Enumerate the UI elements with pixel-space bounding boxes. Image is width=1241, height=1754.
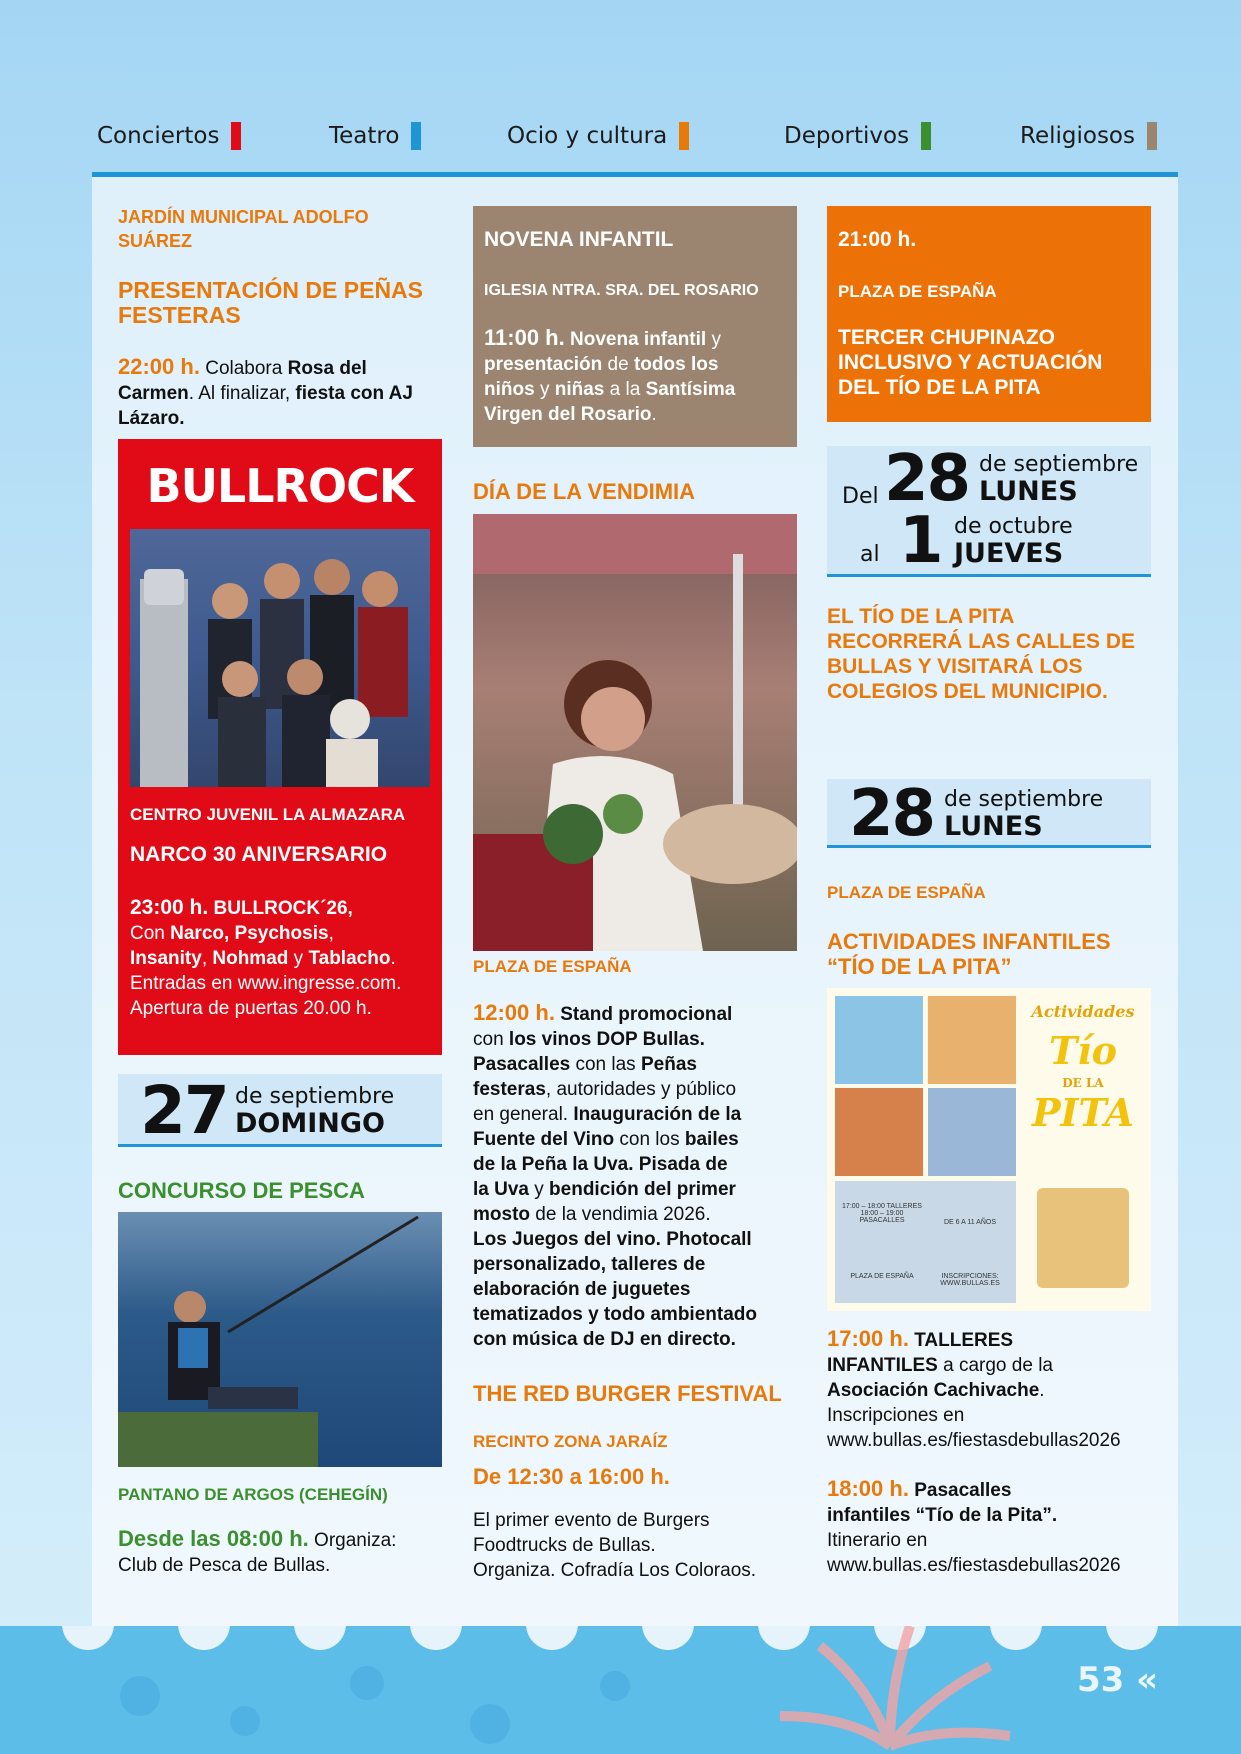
text: tematizados y todo ambientado — [473, 1304, 757, 1325]
text: de la vendimia 2026. — [530, 1204, 711, 1225]
event-desc-pesca — [118, 1526, 442, 1578]
text: y — [534, 379, 555, 400]
event-time-burger: De 12:30 a 16:00 h. — [473, 1464, 670, 1489]
text: Insanity — [130, 948, 202, 969]
text: todos los — [633, 354, 719, 375]
scallop — [642, 1626, 694, 1650]
poster-place: PLAZA DE ESPAÑA — [850, 1273, 914, 1280]
event-desc-talleres — [827, 1326, 1151, 1453]
venue-plaza-espana: PLAZA DE ESPAÑA — [827, 883, 986, 902]
text: Tablacho — [308, 948, 391, 969]
venue-almazara: CENTRO JUVENIL LA ALMAZARA — [130, 805, 406, 824]
text: con música de DJ en directo. — [473, 1329, 736, 1350]
event-desc-novena — [484, 325, 794, 427]
text: elaboración de juguetes — [473, 1279, 691, 1300]
range-al: al — [860, 542, 880, 567]
decor-sunburst — [760, 1626, 1020, 1754]
range-start-number: 28 — [884, 442, 970, 516]
decor-dot — [350, 1666, 384, 1700]
scallop — [526, 1626, 578, 1650]
text: Colabora — [199, 358, 288, 379]
decor-dot — [600, 1671, 630, 1701]
poster-inscriptions: INSCRIPCIONES: WWW.BULLAS.ES — [940, 1273, 1000, 1287]
event-desc-penas — [118, 354, 442, 431]
poster-ages: DE 6 A 11 AÑOS — [943, 1219, 996, 1226]
venue-jardin: JARDÍN MUNICIPAL ADOLFO SUÁREZ — [118, 207, 369, 251]
text: y — [706, 329, 721, 350]
text: en general. — [473, 1104, 574, 1125]
text: personalizado, talleres de — [473, 1254, 706, 1275]
page-number: 53 « — [1077, 1660, 1159, 1700]
event-title-novena: NOVENA INFANTIL — [484, 228, 674, 251]
date-weekday: LUNES — [944, 811, 1043, 842]
text: y — [288, 948, 309, 969]
text: a la — [604, 379, 646, 400]
vendimia-photo-illustration — [473, 514, 797, 951]
text: Organiza: — [308, 1530, 397, 1551]
event-time: 12:00 h. — [473, 1000, 555, 1025]
text: . — [651, 404, 657, 425]
event-desc-burger — [473, 1508, 797, 1583]
text: www.bullas.es/fiestasdebullas2026 — [827, 1430, 1121, 1451]
text: www.bullas.es/fiestasdebullas2026 — [827, 1555, 1121, 1576]
event-desc-pasacalles — [827, 1476, 1151, 1578]
text: mosto — [473, 1204, 530, 1225]
legend-religiosos — [1020, 122, 1157, 150]
poster-title-dela: DE LA — [1062, 1076, 1104, 1090]
range-end-month: de octubre — [954, 514, 1073, 539]
text: Novena infantil — [564, 329, 707, 350]
decor-dot — [470, 1704, 510, 1744]
legend-swatch — [231, 122, 241, 150]
legend-label: Conciertos — [97, 123, 220, 149]
venue-pantano: PANTANO DE ARGOS (CEHEGÍN) — [118, 1485, 388, 1504]
text: infantiles “Tío de la Pita”. — [827, 1505, 1058, 1526]
legend-ocio — [507, 122, 689, 150]
text: niñas — [554, 379, 605, 400]
text: fiesta con AJ Lázaro. — [118, 383, 413, 429]
text: con — [473, 1029, 509, 1050]
date-banner-27 — [118, 1074, 442, 1147]
event-title-pesca: CONCURSO DE PESCA — [118, 1178, 365, 1203]
text: Rosa del Carmen — [118, 358, 367, 404]
venue-iglesia: IGLESIA NTRA. SRA. DEL ROSARIO — [484, 282, 759, 299]
range-end-weekday: JUEVES — [954, 538, 1064, 569]
pita-poster — [827, 988, 1151, 1311]
legend-swatch — [1147, 122, 1157, 150]
text: bailes — [684, 1129, 739, 1150]
legend-swatch — [679, 122, 689, 150]
event-time: 11:00 h. — [484, 325, 565, 350]
text: Stand promocional — [554, 1004, 733, 1025]
band-photo — [130, 529, 430, 787]
legend-label: Ocio y cultura — [507, 123, 668, 149]
text: Asociación Cachivache — [827, 1380, 1040, 1401]
text: Peñas — [640, 1054, 697, 1075]
text: . — [1039, 1380, 1045, 1401]
date-weekday: DOMINGO — [235, 1108, 385, 1139]
poster-schedule — [839, 1203, 925, 1224]
text: Nohmad — [212, 948, 289, 969]
text: Entradas en www.ingresse.com. — [130, 973, 402, 994]
pita-route-text: EL TÍO DE LA PITA RECORRERÁ LAS CALLES DE BULLAS Y VISITARÁ LOS COLEGIOS DEL MUNICIPIO. — [827, 605, 1136, 703]
text: y — [528, 1179, 550, 1200]
event-title-penas: PRESENTACIÓN DE PEÑAS FESTERAS — [118, 277, 424, 328]
decor-dot — [120, 1676, 160, 1716]
date-month: de septiembre — [944, 787, 1104, 812]
text: Apertura de puertas 20.00 h. — [130, 998, 372, 1019]
text: , autoridades y público — [545, 1079, 737, 1100]
date-range-banner — [827, 442, 1151, 578]
venue-jaraiz: RECINTO ZONA JARAÍZ — [473, 1432, 668, 1451]
event-time: Desde las 08:00 h. — [118, 1526, 309, 1551]
text: de la Peña la Uva. Pisada de — [473, 1154, 728, 1175]
text: INFANTILES — [827, 1355, 938, 1376]
date-month: de septiembre — [235, 1084, 395, 1109]
legend-label: Deportivos — [784, 123, 910, 149]
poster-church-illustration — [1037, 1188, 1129, 1288]
event-title-chupinazo: TERCER CHUPINAZO INCLUSIVO Y ACTUACIÓN DEL TÍO DE LA PITA — [838, 326, 1103, 399]
event-title-infantiles: ACTIVIDADES INFANTILES “TÍO DE LA PITA” — [827, 929, 1111, 979]
religious-card-novena — [473, 206, 797, 447]
text: Pasacalles — [908, 1480, 1012, 1501]
poster-panel — [835, 996, 923, 1084]
footer-wave — [0, 1626, 1241, 1754]
text: , — [328, 923, 334, 944]
text: Club de Pesca de Bullas. — [118, 1555, 331, 1576]
text: bendición del primer — [549, 1179, 736, 1200]
text: Inscripciones en — [827, 1405, 965, 1426]
event-time: 23:00 h. — [130, 896, 209, 919]
text: Narco, Psychosis — [170, 923, 329, 944]
text: con las — [570, 1054, 641, 1075]
legend-swatch — [921, 122, 931, 150]
scallop — [178, 1626, 230, 1650]
text: 17:00 – 18:00 TALLERES — [842, 1203, 922, 1210]
poster-panel — [928, 996, 1016, 1084]
text: Santísima — [645, 379, 736, 400]
text: El primer evento de Burgers — [473, 1510, 710, 1531]
text: presentación — [484, 354, 603, 375]
event-desc-bullrock — [130, 895, 435, 1021]
text: Pasacalles — [473, 1054, 571, 1075]
event-title-vendimia: DÍA DE LA VENDIMIA — [473, 479, 696, 504]
poster-panel — [928, 1088, 1016, 1176]
event-title-burger: THE RED BURGER FESTIVAL — [473, 1381, 782, 1406]
date-day-number: 27 — [140, 1072, 228, 1149]
legend-deportivos — [784, 122, 931, 150]
text: los vinos DOP Bullas. — [508, 1029, 705, 1050]
text: Itinerario en — [827, 1530, 928, 1551]
date-banner-28 — [827, 777, 1151, 851]
culture-card-chupinazo — [827, 206, 1151, 422]
scallop — [1106, 1626, 1158, 1650]
legend-swatch — [411, 122, 421, 150]
text: la Uva — [473, 1179, 529, 1200]
range-end-number: 1 — [899, 504, 942, 578]
event-time: 17:00 h. — [827, 1326, 909, 1351]
range-del: Del — [842, 484, 879, 509]
text: festeras — [473, 1079, 546, 1100]
text: TALLERES — [908, 1330, 1014, 1351]
event-desc-vendimia — [473, 1000, 797, 1352]
text: Los Juegos del vino. Photocall — [473, 1229, 752, 1250]
text: Inauguración de la — [573, 1104, 742, 1125]
legend-teatro — [329, 122, 421, 150]
range-start-weekday: LUNES — [979, 476, 1078, 507]
venue-plaza-espana: PLAZA DE ESPAÑA — [473, 957, 632, 976]
text: Con — [130, 923, 171, 944]
text: Foodtrucks de Bullas. — [473, 1535, 656, 1556]
text: Virgen del Rosario — [484, 404, 652, 425]
event-time: 21:00 h. — [838, 228, 917, 251]
scallop — [62, 1626, 114, 1650]
range-start-month: de septiembre — [979, 452, 1139, 477]
text: . Al finalizar, — [188, 383, 296, 404]
event-time: 22:00 h. — [118, 354, 200, 379]
band-photo-illustration — [130, 529, 430, 787]
decor-dot — [230, 1706, 260, 1736]
poster-panel — [835, 1088, 923, 1176]
text: de — [602, 354, 634, 375]
text: Organiza. Cofradía Los Coloraos. — [473, 1560, 757, 1581]
text: . — [390, 948, 396, 969]
vendimia-photo — [473, 514, 797, 951]
fishing-photo — [118, 1212, 442, 1467]
scallop — [410, 1626, 462, 1650]
text: Fuente del Vino — [473, 1129, 615, 1150]
text: niños — [484, 379, 535, 400]
category-legend — [92, 122, 1178, 162]
text: BULLROCK´26, — [208, 898, 353, 919]
legend-label: Teatro — [329, 123, 400, 149]
text: a cargo de la — [937, 1355, 1053, 1376]
date-day-number: 28 — [849, 777, 935, 851]
poster-title-tio: Tío — [1048, 1028, 1118, 1073]
event-title-narco: NARCO 30 ANIVERSARIO — [130, 843, 388, 866]
venue-plaza-espana: PLAZA DE ESPAÑA — [838, 282, 997, 301]
program-panel — [92, 177, 1178, 1632]
concert-card-bullrock — [118, 439, 442, 1055]
event-time: 18:00 h. — [827, 1476, 909, 1501]
text: con los — [614, 1129, 685, 1150]
poster-title-pita: PITA — [1031, 1090, 1135, 1135]
legend-conciertos — [97, 122, 241, 150]
poster-heading: Actividades — [1031, 1002, 1135, 1021]
bullrock-logo: BULLROCK — [146, 459, 414, 513]
fishing-photo-illustration — [118, 1212, 442, 1467]
text: 18:00 – 19:00 PASACALLES — [859, 1210, 905, 1224]
poster-info-box — [835, 1181, 1016, 1303]
scallop — [294, 1626, 346, 1650]
legend-label: Religiosos — [1020, 123, 1135, 149]
text: , — [201, 948, 213, 969]
